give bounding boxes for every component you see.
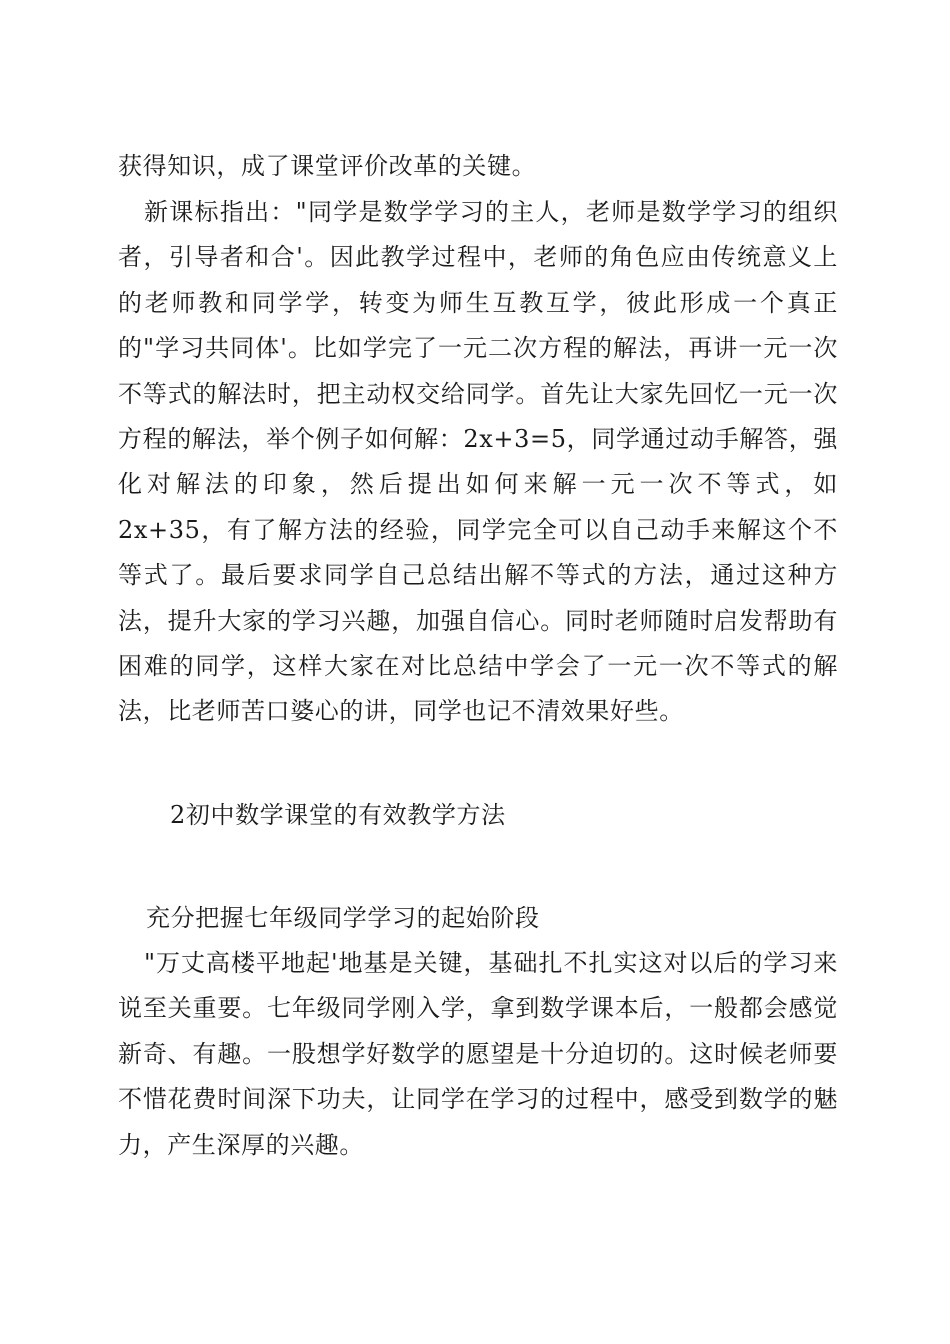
paragraph-continuation: 获得知识，成了课堂评价改革的关键。: [118, 152, 537, 180]
paragraph-new-curriculum: 新课标指出："同学是数学学习的主人，老师是数学学习的组织者，引导者和合'。因此教学过程中，老师的角色应由传统意义上的老师教和同学学，转变为师生互教互学，彼此形成一个真正的"学习共同体'。比如学完了一元二次方程的解法，再讲一元一次不等式的解法时，把主动权交给同学。首先让大家先回忆一元一次方程的解法，举个例子如何解：2x+3=5，同学通过动手解答，强化对解法的印象，然后提出如何来解一元一次不等式，如2x+35，有了解方法的经验，同学完全可以自己动手来解这个不等式了。最后要求同学自己总结出解不等式的方法，通过这种方法，提升大家的学习兴趣，加强自信心。同时老师随时启发帮助有困难的同学，这样大家在对比总结中学会了一元一次不等式的解法，比老师苦口婆心的讲，同学也记不清效果好些。: [118, 198, 838, 726]
section-heading: 2初中数学课堂的有效教学方法: [170, 801, 506, 829]
paragraph-foundation: "万丈高楼平地起'地基是关键，基础扎不扎实这对以后的学习来说至关重要。七年级同学刚入学，拿到数学课本后，一般都会感觉新奇、有趣。一股想学好数学的愿望是十分迫切的。这时候老师要不惜花费时间深下功夫，让同学在学习的过程中，感受到数学的魅力，产生深厚的兴趣。: [118, 949, 838, 1159]
subsection-heading: 充分把握七年级同学学习的起始阶段: [146, 904, 540, 932]
